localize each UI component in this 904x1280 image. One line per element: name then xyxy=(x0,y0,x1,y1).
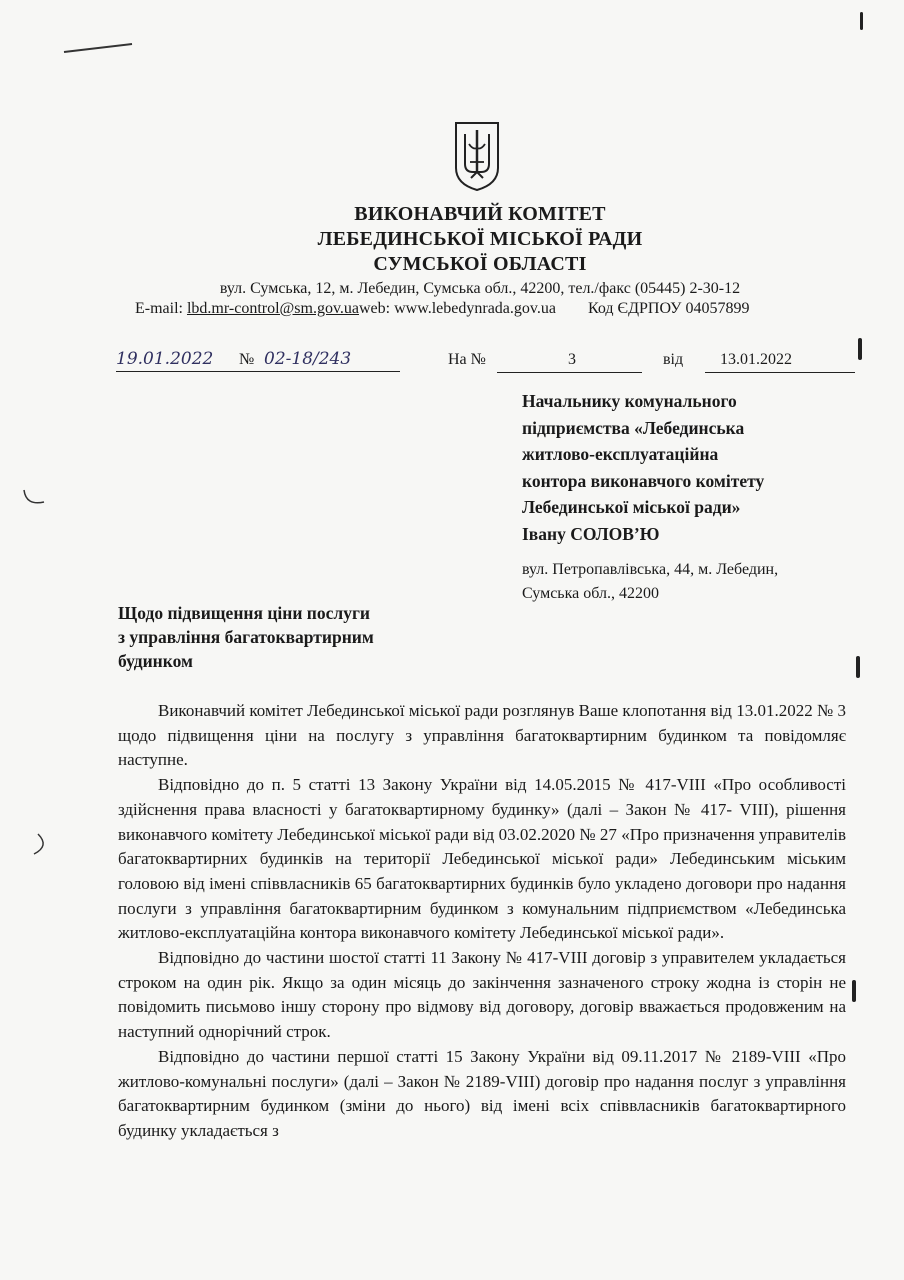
contact-line xyxy=(135,300,749,318)
org-name-line3: СУМСЬКОЇ ОБЛАСТІ xyxy=(373,253,587,275)
scan-edge-mark xyxy=(856,656,860,678)
email-link[interactable]: lbd.mr-control@sm.gov.ua xyxy=(186,300,359,317)
addressee-line: Лебединської міської ради» xyxy=(522,497,741,517)
subject-line: з управління багатоквартирним xyxy=(118,627,374,647)
addressee-address-line: Сумська обл., 42200 xyxy=(522,585,659,602)
addressee-line: Івану СОЛОВ’Ю xyxy=(522,523,660,544)
outgoing-underline xyxy=(116,371,400,372)
addressee-address-line: вул. Петропавлівська, 44, м. Лебедин, xyxy=(522,561,779,578)
body-paragraph: Виконавчий комітет Лебединської міської ради розглянув Ваше клопотання від 13.01.2022 № 3 щодо підвищення ціни на послугу з управління багатоквартирним будинком та повідомляє наступне. xyxy=(118,701,846,770)
subject-line: будинком xyxy=(118,651,193,671)
pen-stroke-mark xyxy=(60,38,140,58)
incoming-number-label: На № xyxy=(448,351,486,368)
addressee-address xyxy=(522,558,852,606)
coat-of-arms-icon xyxy=(453,120,501,192)
incoming-date-label: від xyxy=(663,351,684,368)
web-address[interactable]: web: www.lebedynrada.gov.ua xyxy=(359,300,556,317)
incoming-date: 13.01.2022 xyxy=(720,351,792,368)
body-paragraph: Відповідно до частини шостої статті 11 Закону № 417-VIII договір з управителем укладається строком на один рік. Якщо за один місяць до закінчення зазначеного строку жодна із сторін не повідомить письмово іншу сторону про відмову від договору, договір вважається продовженим на наступний однорічний строк. xyxy=(118,948,846,1042)
body-paragraph: Відповідно до п. 5 статті 13 Закону України від 14.05.2015 № 417-VIII «Про особливості здійснення права власності у багатоквартирному будинку» (далі – Закон № 417- VIII), рішення виконавчого комітету Лебединської міської ради від 03.02.2020 № 27 «Про призначення управителів багатоквартирних будинків на території Лебединської міської ради» Лебединським міським головою від імені співвласників 65 багатоквартирних будинків було укладено договори про надання послуги з управління багатоквартирним будинком з комунальним підприємством «Лебединська житлово-експлуатаційна контора виконавчого комітету Лебединської міської ради». xyxy=(118,775,846,943)
org-name-line1: ВИКОНАВЧИЙ КОМІТЕТ xyxy=(354,203,606,225)
incoming-date-underline xyxy=(705,372,855,373)
email-label: E-mail: xyxy=(135,300,187,317)
addressee-line: підприємства «Лебединська xyxy=(522,417,745,438)
addressee-line: Начальнику комунального xyxy=(522,391,737,411)
scan-edge-mark xyxy=(852,980,856,1002)
letter-body xyxy=(118,699,846,1144)
incoming-number: 3 xyxy=(568,351,576,368)
scan-edge-mark xyxy=(858,338,862,360)
binder-hole-mark xyxy=(18,484,48,514)
binder-hole-mark xyxy=(24,830,54,860)
outgoing-number: 02-18/243 xyxy=(264,349,352,369)
edrpou-code: Код ЄДРПОУ 04057899 xyxy=(587,300,750,317)
addressee-line: житлово-експлуатаційна xyxy=(522,444,719,464)
outgoing-date: 19.01.2022 xyxy=(116,349,214,369)
letter-subject xyxy=(118,601,458,673)
outgoing-number-label: № xyxy=(239,351,255,368)
org-address: вул. Сумська, 12, м. Лебедин, Сумська обл., 42200, тел./факс (05445) 2-30-12 xyxy=(219,280,741,297)
body-paragraph: Відповідно до частини першої статті 15 Закону України від 09.11.2017 № 2189-VIII «Про житлово-комунальні послуги» (далі – Закон № 2189-VIII) договір про надання послуг з управління багатоквартирним будинком (зміни до нього) від імені всіх співвласників багатоквартирного будинку укладається з xyxy=(118,1046,846,1140)
subject-line: Щодо підвищення ціни послуги xyxy=(118,603,371,623)
addressee-line: контора виконавчого комітету xyxy=(522,470,765,491)
addressee-block xyxy=(522,388,852,547)
org-name-line2: ЛЕБЕДИНСЬКОЇ МІСЬКОЇ РАДИ xyxy=(317,228,643,250)
incoming-number-underline xyxy=(497,372,642,373)
scan-edge-mark xyxy=(860,12,863,30)
